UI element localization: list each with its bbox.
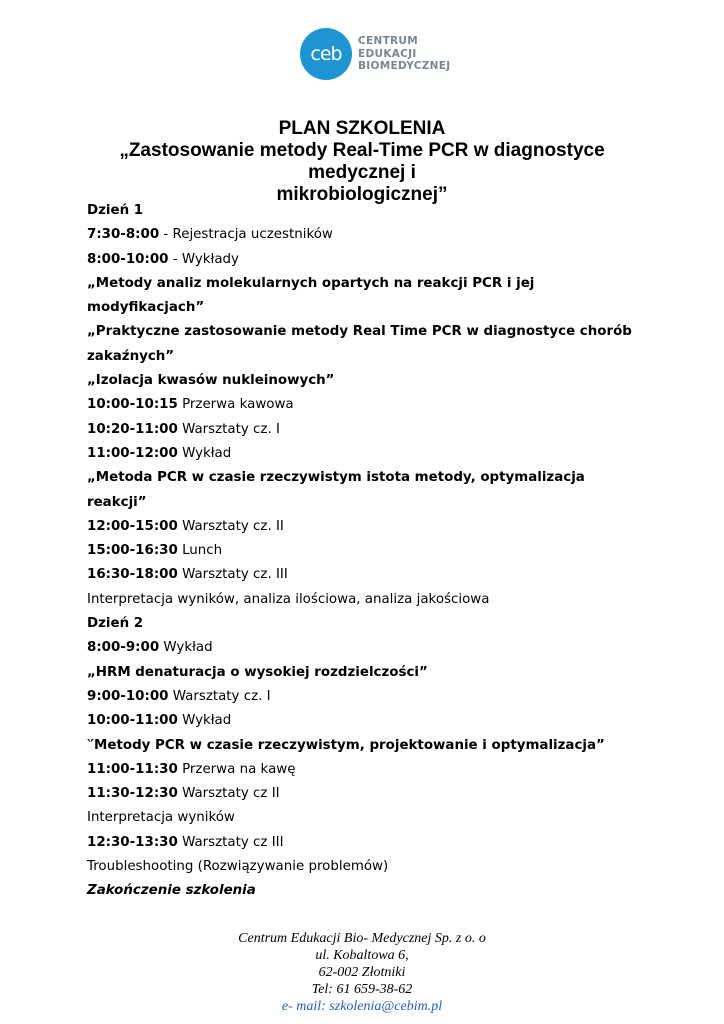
schedule-time: 10:00-11:00 [87,713,178,729]
logo-line-2: EDUKACJI [358,47,417,60]
schedule-line [87,296,647,320]
schedule-text: Interpretacja wyników [87,810,235,826]
title-line-4: mikrobiologicznej” [276,184,448,205]
schedule-text: Warsztaty cz III [177,834,284,850]
schedule-line [87,491,647,515]
company-logo [300,28,450,80]
schedule-text: ‵′Metody PCR w czasie rzeczywistym, projektowanie i optymalizacja” [87,737,605,753]
training-schedule [87,199,647,904]
schedule-time: 12:30-13:30 [87,834,178,850]
schedule-line [87,612,647,636]
schedule-text: Wykład [177,445,232,461]
schedule-time: 11:00-11:30 [87,761,178,777]
schedule-line [87,734,647,758]
ceb-logo-icon: ceb [300,28,352,80]
schedule-line [87,685,647,709]
title-line-2: „Zastosowanie metody Real-Time PCR w diagnostyce [119,140,605,161]
schedule-text: Zakończenie szkolenia [87,883,256,899]
schedule-line [87,466,647,490]
logo-wordmark [358,35,450,73]
footer-phone: Tel: 61 659-38-62 [311,982,413,997]
schedule-line [87,563,647,587]
schedule-text: Wykład [177,713,232,729]
logo-line-1: CENTRUM [358,35,418,48]
schedule-line [87,345,647,369]
schedule-text: Dzień 2 [87,616,144,632]
schedule-line [87,199,647,223]
schedule-time: 7:30-8:00 [87,227,160,243]
schedule-text: zakaźnych” [87,348,175,364]
schedule-text: Warsztaty cz. II [177,518,284,534]
schedule-text: Interpretacja wyników, analiza ilościowa, analiza jakościowa [87,591,490,607]
schedule-line [87,709,647,733]
schedule-text: Wykład [159,640,213,656]
logo-line-3: BIOMEDYCZNEJ [358,60,451,73]
schedule-time: 11:00-12:00 [87,445,178,461]
schedule-text: - Rejestracja uczestników [159,227,333,243]
schedule-text: „HRM denaturacja o wysokiej rozdzielczości” [87,664,428,680]
footer-email: e- mail: szkolenia@cebim.pl [281,999,443,1014]
title-line-3: medycznej i [308,162,416,183]
schedule-line [87,879,647,903]
schedule-line [87,223,647,247]
schedule-line [87,393,647,417]
footer-city: 62-002 Złotniki [318,965,406,980]
footer-company: Centrum Edukacji Bio- Medycznej Sp. z o. o [238,931,486,946]
schedule-line [87,855,647,879]
schedule-text: „Metody analiz molekularnych opartych na reakcji PCR i jej [87,275,535,291]
footer-address [80,930,644,1015]
schedule-text: Warsztaty cz. I [168,688,271,704]
schedule-text: „Izolacja kwasów nukleinowych” [87,373,335,389]
schedule-time: 10:00-10:15 [87,397,178,413]
schedule-text: - Wykłady [168,251,239,267]
schedule-line [87,272,647,296]
schedule-text: Przerwa kawowa [177,397,294,413]
schedule-line [87,636,647,660]
schedule-text: „Praktyczne zastosowanie metody Real Time PCR w diagnostyce chorób [87,324,632,340]
schedule-time: 16:30-18:00 [87,567,178,583]
schedule-text: Dzień 1 [87,203,144,218]
schedule-time: 9:00-10:00 [87,688,169,704]
schedule-time: 11:30-12:30 [87,786,178,802]
schedule-text: Troubleshooting (Rozwiązywanie problemów) [87,859,389,875]
schedule-text: Lunch [177,543,223,559]
schedule-line [87,806,647,830]
schedule-text: reakcji” [87,494,147,510]
footer-street: ul. Kobaltowa 6, [315,948,409,963]
schedule-time: 15:00-16:30 [87,543,178,559]
schedule-line [87,248,647,272]
schedule-time: 8:00-10:00 [87,251,169,267]
schedule-line [87,661,647,685]
schedule-text: Warsztaty cz. III [177,567,288,583]
schedule-line [87,588,647,612]
schedule-text: modyfikacjach” [87,300,205,316]
schedule-line [87,369,647,393]
schedule-text: Warsztaty cz II [177,786,280,802]
schedule-time: 8:00-9:00 [87,640,160,656]
schedule-line [87,515,647,539]
schedule-line [87,539,647,563]
title-line-1: PLAN SZKOLENIA [278,118,446,139]
schedule-line [87,418,647,442]
schedule-time: 12:00-15:00 [87,518,178,534]
schedule-text: Przerwa na kawę [177,761,296,777]
schedule-line [87,782,647,806]
schedule-line [87,320,647,344]
document-title [80,118,644,206]
schedule-text: „Metoda PCR w czasie rzeczywistym istota metody, optymalizacja [87,470,585,486]
schedule-time: 10:20-11:00 [87,421,178,437]
schedule-line [87,831,647,855]
schedule-line [87,758,647,782]
schedule-text: Warsztaty cz. I [177,421,280,437]
schedule-line [87,442,647,466]
